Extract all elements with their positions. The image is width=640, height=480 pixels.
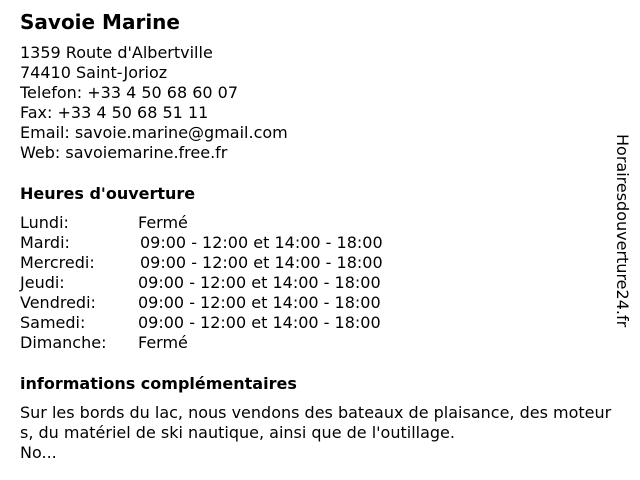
day-label: Samedi: bbox=[20, 313, 86, 332]
day-hours: 09:00 - 12:00 et 14:00 - 18:00 bbox=[138, 273, 381, 292]
day-hours: 09:00 - 12:00 et 14:00 - 18:00 bbox=[140, 233, 383, 252]
day-hours: 09:00 - 12:00 et 14:00 - 18:00 bbox=[140, 253, 383, 272]
contact-block bbox=[20, 43, 288, 163]
phone-line: Telefon: +33 4 50 68 60 07 bbox=[20, 83, 239, 102]
web-line: Web: savoiemarine.free.fr bbox=[20, 143, 228, 162]
day-label: Mercredi: bbox=[20, 253, 95, 272]
day-label: Lundi: bbox=[20, 213, 69, 232]
day-label: Jeudi: bbox=[20, 273, 65, 292]
day-label: Dimanche: bbox=[20, 333, 107, 352]
day-hours: Fermé bbox=[138, 333, 188, 352]
day-label: Mardi: bbox=[20, 233, 70, 252]
day-hours: 09:00 - 12:00 et 14:00 - 18:00 bbox=[138, 293, 381, 312]
info-heading: informations complémentaires bbox=[20, 374, 297, 393]
fax-line: Fax: +33 4 50 68 51 11 bbox=[20, 103, 209, 122]
email-line: Email: savoie.marine@gmail.com bbox=[20, 123, 288, 142]
day-hours: Fermé bbox=[138, 213, 188, 232]
info-description bbox=[20, 403, 620, 463]
read-more-text: No... bbox=[20, 443, 57, 462]
hours-heading: Heures d'ouverture bbox=[20, 184, 196, 203]
address-line-2: 74410 Saint-Jorioz bbox=[20, 63, 168, 82]
day-label: Vendredi: bbox=[20, 293, 96, 312]
address-line-1: 1359 Route d'Albertville bbox=[20, 43, 213, 62]
info-text: Sur les bords du lac, nous vendons des bateaux de plaisance, des moteurs, du matériel de ski nautique, ainsi que de l'outillage. bbox=[20, 403, 612, 442]
business-name: Savoie Marine bbox=[20, 10, 180, 34]
day-hours: 09:00 - 12:00 et 14:00 - 18:00 bbox=[138, 313, 381, 332]
site-watermark: Horairesdouverture24.fr bbox=[613, 134, 632, 328]
